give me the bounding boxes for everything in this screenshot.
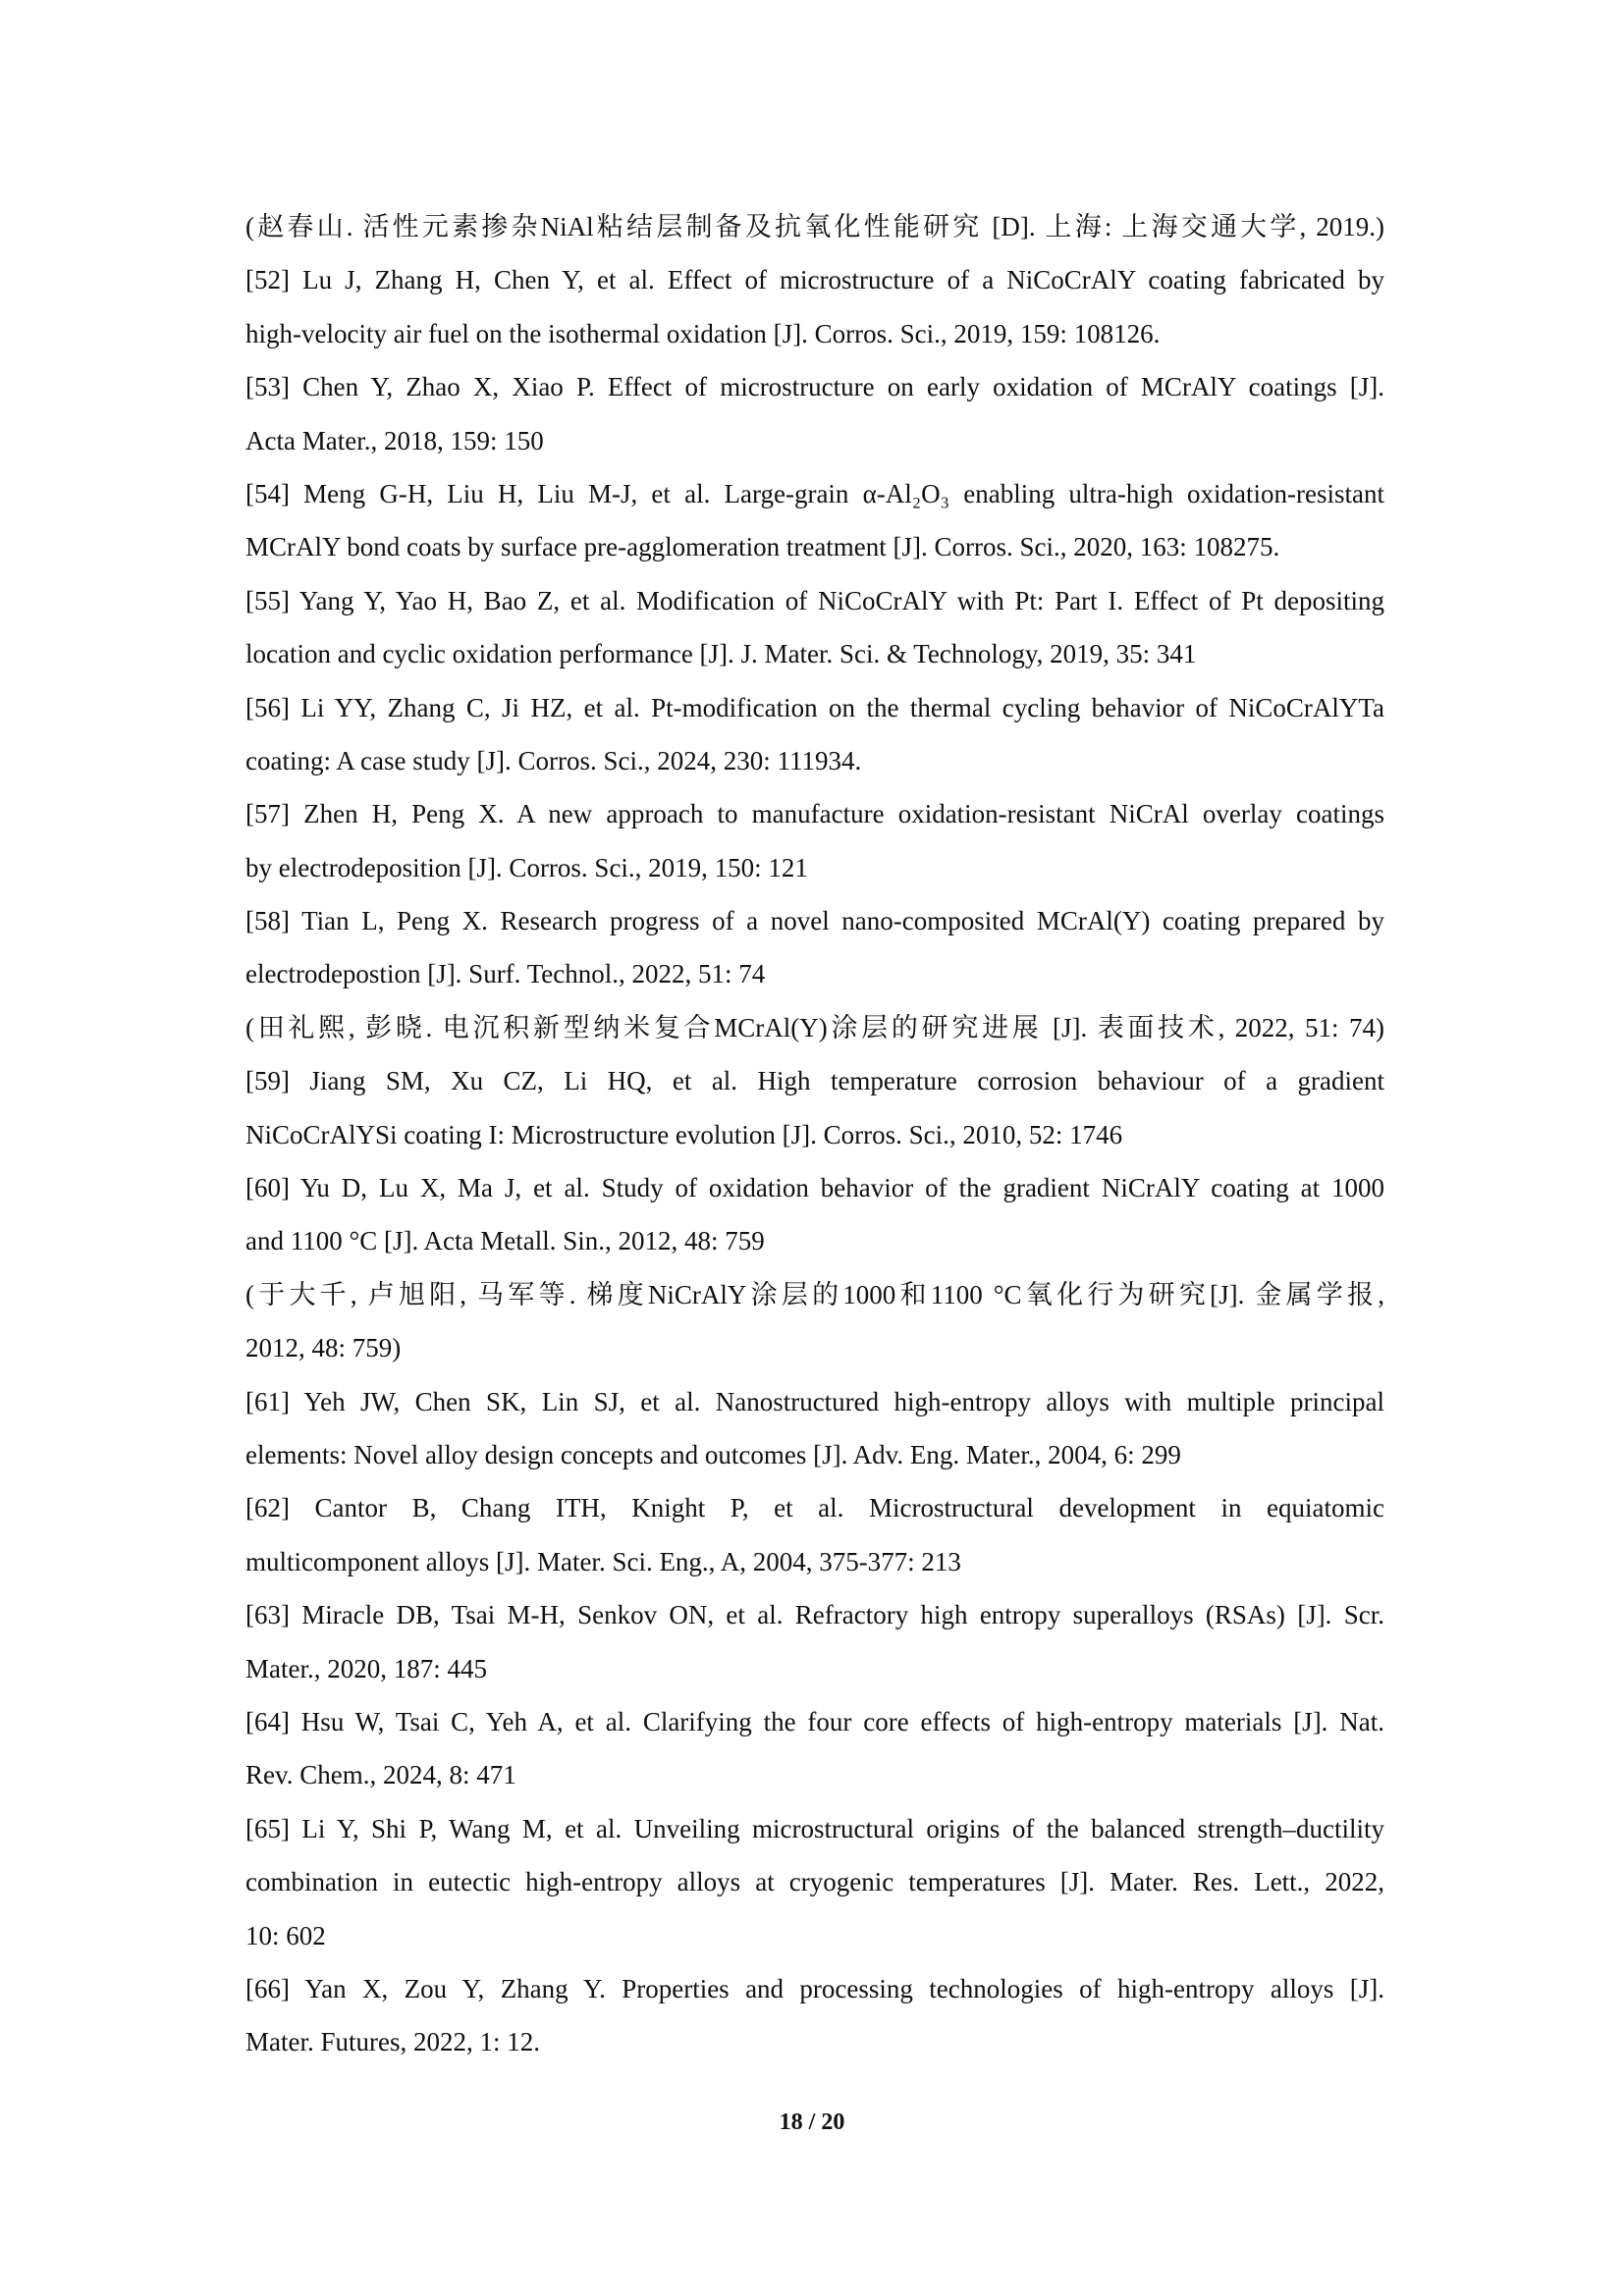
reference-line: (赵春山. 活性元素掺杂NiAl粘结层制备及抗氧化性能研究 [D]. 上海: 上海交通大学, 2019.) [245, 212, 1384, 241]
reference-line: location and cyclic oxidation performance [J]. J. Mater. Sci. & Technology, 2019, 35: 341 [245, 639, 1197, 669]
reference-line: Mater., 2020, 187: 445 [245, 1653, 487, 1683]
reference-line: high-velocity air fuel on the isothermal oxidation [J]. Corros. Sci., 2019, 159: 108126. [245, 318, 1161, 348]
reference-line: multicomponent alloys [J]. Mater. Sci. Eng., A, 2004, 375-377: 213 [245, 1546, 961, 1576]
reference-line: and 1100 °C [J]. Acta Metall. Sin., 2012, 48: 759 [245, 1226, 765, 1256]
reference-line: [64] Hsu W, Tsai C, Yeh A, et al. Clarifying the four core effects of high-entropy materials [J]. Nat. [245, 1706, 1384, 1736]
reference-line: 2012, 48: 759) [245, 1333, 402, 1363]
reference-line: [54] Meng G-H, Liu H, Liu M-J, et al. Large-grain α-Al₂O₃ enabling ultra-high oxidation-resistant [245, 478, 1384, 508]
page-number: 18 / 20 [779, 2109, 845, 2135]
reference-line: [63] Miracle DB, Tsai M-H, Senkov ON, et al. Refractory high entropy superalloys (RSAs) [J]. Scr. [245, 1600, 1384, 1630]
reference-line: (田礼熙, 彭晓. 电沉积新型纳米复合MCrAl(Y)涂层的研究进展 [J]. 表面技术, 2022, 51: 74) [245, 1012, 1384, 1042]
reference-line: Rev. Chem., 2024, 8: 471 [245, 1760, 516, 1790]
reference-list [245, 200, 1384, 2069]
reference-line: elements: Novel alloy design concepts and outcomes [J]. Adv. Eng. Mater., 2004, 6: 299 [245, 1439, 1181, 1469]
reference-line: [66] Yan X, Zou Y, Zhang Y. Properties and processing technologies of high-entropy alloys [J]. [245, 1973, 1384, 2003]
reference-line: [52] Lu J, Zhang H, Chen Y, et al. Effect of microstructure of a NiCoCrAlY coating fabricated by [245, 265, 1384, 295]
reference-line: electrodepostion [J]. Surf. Technol., 2022, 51: 74 [245, 959, 766, 989]
reference-line: [58] Tian L, Peng X. Research progress of a novel nano-composited MCrAl(Y) coating prepared by [245, 906, 1384, 936]
reference-line: [61] Yeh JW, Chen SK, Lin SJ, et al. Nanostructured high-entropy alloys with multiple principal [245, 1386, 1384, 1416]
reference-line: [53] Chen Y, Zhao X, Xiao P. Effect of microstructure on early oxidation of MCrAlY coatings [J]. [245, 372, 1384, 402]
reference-line: coating: A case study [J]. Corros. Sci., 2024, 230: 111934. [245, 745, 862, 775]
reference-line: [62] Cantor B, Chang ITH, Knight P, et al. Microstructural development in equiatomic [245, 1493, 1384, 1523]
reference-line: [55] Yang Y, Yao H, Bao Z, et al. Modification of NiCoCrAlY with Pt: Part I. Effect of Pt depositing [245, 585, 1384, 615]
reference-line: [56] Li YY, Zhang C, Ji HZ, et al. Pt-modification on the thermal cycling behavior of NiCoCrAlYTa [245, 692, 1384, 722]
reference-line: (于大千, 卢旭阳, 马军等. 梯度NiCrAlY涂层的1000和1100 °C氧化行为研究[J]. 金属学报, [245, 1279, 1384, 1309]
reference-line: MCrAlY bond coats by surface pre-agglomeration treatment [J]. Corros. Sci., 2020, 163: 108275. [245, 532, 1280, 562]
reference-line: combination in eutectic high-entropy alloys at cryogenic temperatures [J]. Mater. Res. Lett., 2022, [245, 1867, 1384, 1897]
reference-line: 10: 602 [245, 1920, 326, 1950]
reference-line: Acta Mater., 2018, 159: 150 [245, 425, 544, 455]
reference-line: [57] Zhen H, Peng X. A new approach to manufacture oxidation-resistant NiCrAl overlay coatings [245, 799, 1384, 829]
reference-line: [60] Yu D, Lu X, Ma J, et al. Study of oxidation behavior of the gradient NiCrAlY coating at 1000 [245, 1173, 1384, 1203]
reference-line: [65] Li Y, Shi P, Wang M, et al. Unveiling microstructural origins of the balanced strength–ductility [245, 1813, 1384, 1843]
reference-line: by electrodeposition [J]. Corros. Sci., 2019, 150: 121 [245, 852, 808, 882]
reference-line: NiCoCrAlYSi coating I: Microstructure evolution [J]. Corros. Sci., 2010, 52: 1746 [245, 1119, 1123, 1149]
reference-line: Mater. Futures, 2022, 1: 12. [245, 2027, 540, 2057]
reference-line: [59] Jiang SM, Xu CZ, Li HQ, et al. High temperature corrosion behaviour of a gradient [245, 1066, 1384, 1096]
